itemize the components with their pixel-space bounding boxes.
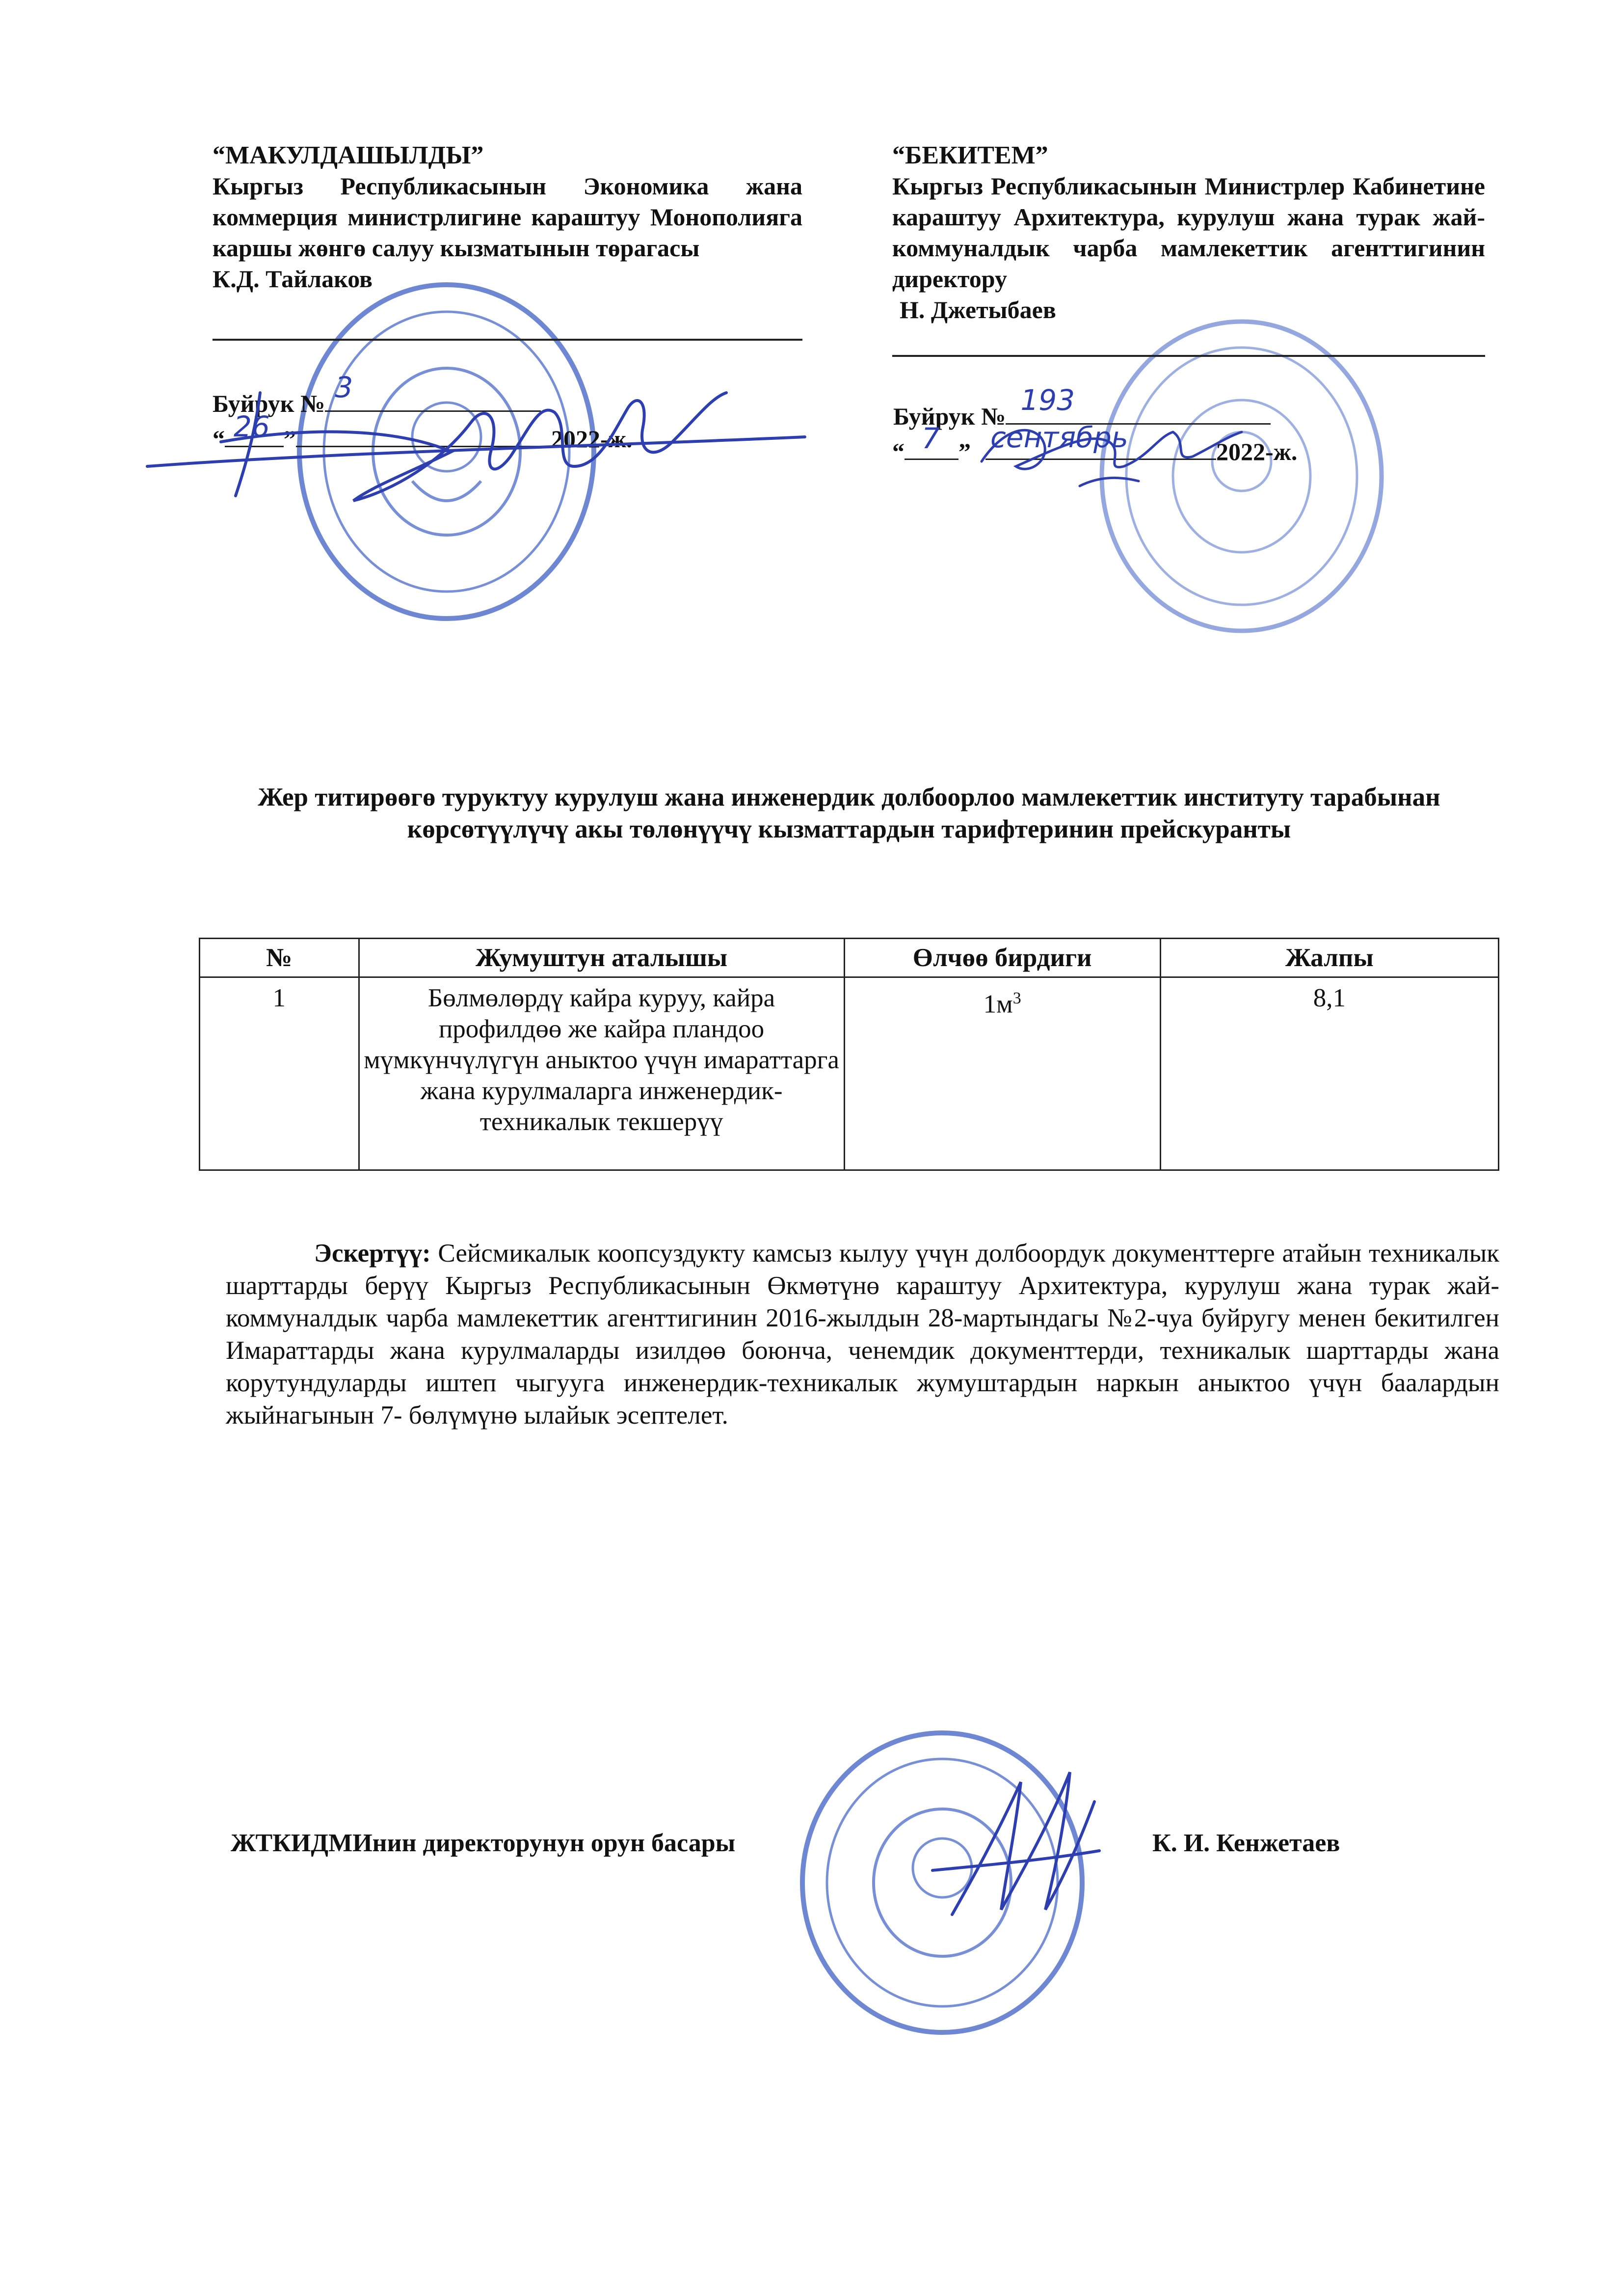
note-text: Сейсмикалык коопсуздукту камсыз кылуу үчүн долбоордук документтерге атайын техникалык шарттарды берүү Кыргыз Республикасынын Өкмөтүнө караштуу Архитектура, курулуш жана турак жай-коммуналдык чарба мамлекеттик агенттигинин 2016-жылдын 28-мартындагы №2-чуа буйругу менен бекитилген Имараттарды жана курулмаларды изилдөө боюнча, ченемдик документтерди, техникалык шарттарды жана корутундуларды иштеп чыгууга инженердик-техникалык жумуштардын наркын аныктоо үчүн баалардын жыйнагынын 7- бөлүмүнө ылайык эсептелет.: [226, 1239, 1499, 1430]
footer-position: ЖТКИДМИнин директорунун орун басары: [231, 1829, 736, 1857]
signature-left: [98, 353, 810, 511]
header-work-name: Жумуштун аталышы: [359, 939, 844, 977]
date-year-right: 2022-ж.: [1216, 438, 1298, 465]
date-day-right: 7: [922, 422, 940, 455]
date-month-right: сентябрь: [990, 421, 1128, 454]
note-paragraph: [226, 1237, 1499, 1432]
signature-line-right: [892, 325, 1485, 357]
order-label-left: Буйрук №: [213, 390, 325, 417]
cell-work-name: Бөлмөлөрдү кайра куруу, кайра профилдөө же кайра пландоо мүмкүнчүлүгүн аныктоо үчүн имараттарга жана курулмаларга инженердик-техникалык текшерүү: [359, 977, 844, 1170]
date-line-left: “ 26 ” 2022-ж.: [213, 410, 633, 453]
footer-name: К. И. Кенжетаев: [1152, 1829, 1340, 1857]
document-title: Жер титирөөгө туруктуу курулуш жана инженердик долбоорлоо мамлекеттик институту тарабынан көрсөтүүлүчү акы төлөнүүчү кызматтардын тарифтеринин прейскуранты: [258, 783, 1440, 843]
order-number-right: 193: [1020, 383, 1075, 417]
order-number-left: 3: [335, 371, 353, 404]
signature-line-left: [213, 295, 802, 341]
header-total: Жалпы: [1160, 939, 1498, 977]
signer-name-left: К.Д. Тайлаков: [213, 265, 373, 293]
approval-heading-right: “БЕКИТЕМ”: [892, 141, 1048, 169]
approval-heading-left: “МАКУЛДАШЫЛДЫ”: [213, 141, 484, 169]
cell-unit: $1м^3$: [844, 977, 1160, 1170]
order-label-right: Буйрук №: [893, 403, 1006, 430]
date-year-left: 2022-ж.: [551, 425, 633, 453]
approval-text-left: Кыргыз Республикасынын Экономика жана коммерция министрлигине караштуу Монополияга каршы жөнгө салуу кызматынын төрагасы: [213, 172, 802, 262]
note-label: Эскертүү:: [314, 1239, 431, 1268]
table-row: [200, 977, 1499, 1170]
header-number: №: [200, 939, 359, 977]
signature-right: [962, 403, 1256, 501]
date-line-right: “ 7 ” сентябрь 2022-ж.: [892, 421, 1298, 465]
cell-number: 1: [200, 977, 359, 1170]
cell-total: 8,1: [1160, 977, 1498, 1170]
header-unit: Өлчөө бирдиги: [844, 939, 1160, 977]
date-day-left: 26: [234, 410, 270, 443]
table-header-row: [200, 939, 1499, 977]
signer-name-right: Н. Джетыбаев: [900, 296, 1056, 324]
approval-text-right: Кыргыз Республикасынын Министрлер Кабинетине караштуу Архитектура, курулуш жана турак жай-коммуналдык чарба мамлекеттик агенттигинин директору: [892, 172, 1485, 293]
tariff-table: [199, 938, 1499, 1171]
signature-bottom: [923, 1753, 1109, 1949]
